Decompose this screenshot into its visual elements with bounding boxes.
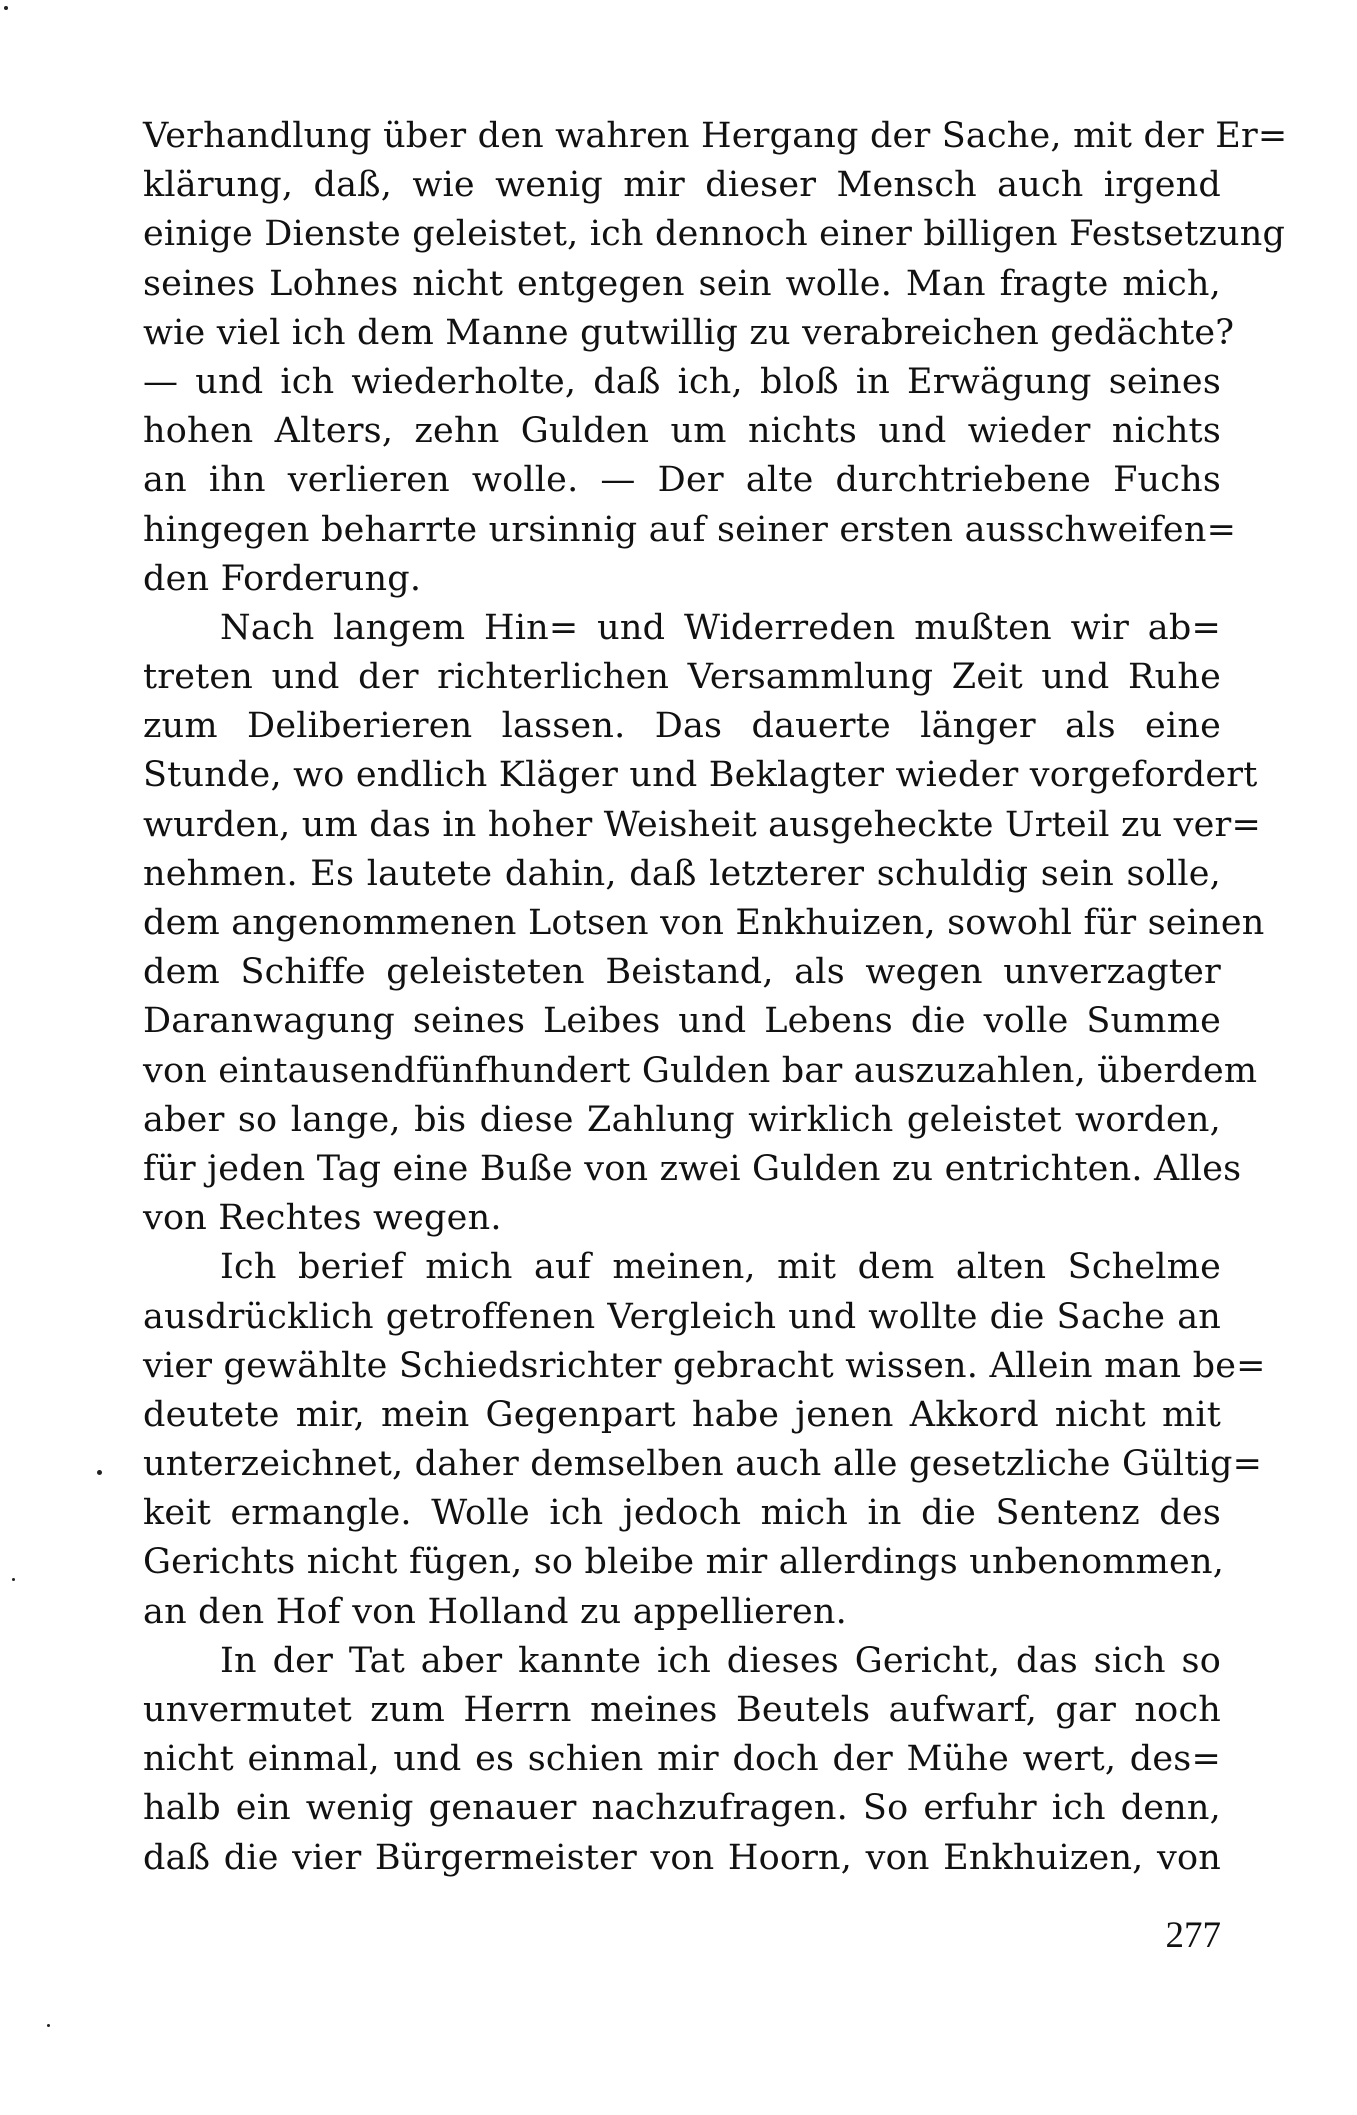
text-line: für jeden Tag eine Buße von zwei Gulden zu entrichten. Alles [143,1148,1242,1189]
text-line: unvermutet zum Herrn meines Beutels aufwarf, gar noch [143,1690,1221,1730]
text-line: — und ich wiederholte, daß ich, bloß in Erwägung seines [143,361,1221,402]
text-line: nicht einmal, und es schien mir doch der Mühe wert, des= [143,1739,1221,1780]
text-line: treten und der richterlichen Versammlung Zeit und Ruhe [143,657,1221,698]
text-line: unterzeichnet, daher demselben auch alle gesetzliche Gültig= [143,1444,1263,1485]
text-line: halb ein wenig genauer nachzufragen. So erfuhr ich denn, [143,1788,1221,1829]
text-line: wurden, um das in hoher Weisheit ausgeheckte Urteil zu ver= [143,804,1261,845]
text-line: einige Dienste geleistet, ich dennoch einer billigen Festsetzung [143,214,1286,255]
text-line: Verhandlung über den wahren Hergang der Sache, mit der Er= [143,116,1288,156]
text-line: klärung, daß, wie wenig mir dieser Mensch auch irgend [143,165,1221,206]
text-line: vier gewählte Schiedsrichter gebracht wissen. Allein man be= [143,1345,1266,1386]
text-line: wie viel ich dem Manne gutwillig zu verabreichen gedächte? [143,312,1235,353]
scan-speck [97,1470,102,1475]
body-text [143,112,1288,1883]
text-line: ausdrücklich getroffenen Vergleich und wollte die Sache an [143,1296,1221,1337]
text-line: aber so lange, bis diese Zahlung wirklich geleistet worden, [143,1099,1221,1140]
page-number: 277 [1165,1915,1221,1956]
text-line: nehmen. Es lautete dahin, daß letzterer schuldig sein solle, [143,853,1221,894]
text-line: Ich berief mich auf meinen, mit dem alten Schelme [220,1247,1221,1288]
text-line: von eintausendfünfhundert Gulden bar auszuzahlen, überdem [143,1050,1258,1091]
text-line: dem Schiffe geleisteten Beistand, als wegen unverzagter [143,952,1221,993]
text-line: deutete mir, mein Gegenpart habe jenen Akkord nicht mit [143,1394,1221,1435]
text-line: keit ermangle. Wolle ich jedoch mich in die Sentenz des [143,1493,1221,1534]
scan-speck [12,1578,15,1581]
text-line: daß die vier Bürgermeister von Hoorn, von Enkhuizen, von [143,1837,1221,1878]
text-line: an den Hof von Holland zu appellieren. [143,1591,847,1632]
text-line: In der Tat aber kannte ich dieses Gericht, das sich so [220,1640,1221,1681]
text-line: von Rechtes wegen. [143,1198,502,1239]
text-line: Daranwagung seines Leibes und Lebens die volle Summe [143,1001,1221,1042]
text-line: zum Deliberieren lassen. Das dauerte länger als eine [143,706,1221,747]
text-line: Stunde, wo endlich Kläger und Beklagter wieder vorgefordert [143,755,1258,796]
text-line: Gerichts nicht fügen, so bleibe mir allerdings unbenommen, [143,1542,1225,1583]
text-line: an ihn verlieren wolle. — Der alte durchtriebene Fuchs [143,460,1221,501]
text-line: dem angenommenen Lotsen von Enkhuizen, sowohl für seinen [143,903,1265,943]
text-line: Nach langem Hin= und Widerreden mußten wir ab= [220,607,1221,648]
text-line: hingegen beharrte ursinnig auf seiner ersten ausschweifen= [143,509,1237,550]
text-line: den Forderung. [143,558,422,599]
scan-speck [47,2024,50,2027]
text-line: seines Lohnes nicht entgegen sein wolle. Man fragte mich, [143,263,1221,304]
scan-speck [4,6,8,10]
text-line: hohen Alters, zehn Gulden um nichts und wieder nichts [143,411,1221,452]
